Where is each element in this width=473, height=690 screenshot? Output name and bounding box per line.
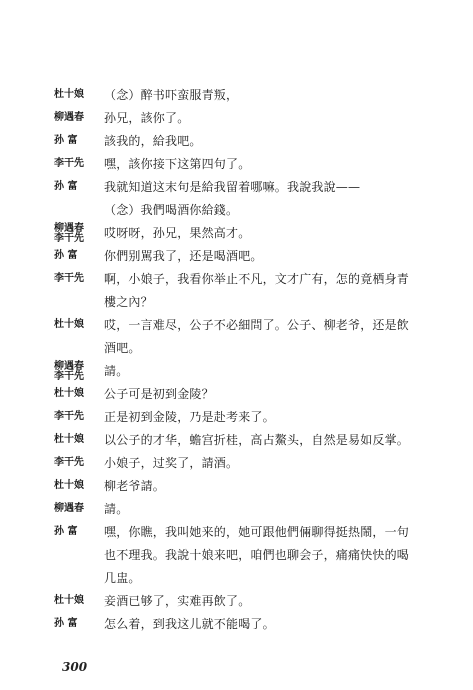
speaker-label: 孙 富 [54,181,78,192]
speaker-name [54,107,104,125]
dialogue-text: （念）我們喝酒你給錢。 [104,203,239,217]
dialogue-line [54,360,414,383]
dialogue-text: 啊，小娘子，我看你举止不凡，文才广有，怎的竟栖身青樓之內？ [104,272,410,309]
dialogue-text: 哎呀呀，孙兄，果然高才。 [104,226,251,240]
dialogue-line [54,406,414,429]
dialogue-line [54,245,414,268]
speaker-name [54,199,104,203]
speaker-name [54,130,104,148]
speaker-name [54,383,104,401]
speaker-label: 李干先 [54,158,84,169]
dialogue-line [54,84,414,107]
dialogue-line [54,268,414,314]
dialogue-line [54,383,414,406]
speaker-name [54,84,104,102]
dialogue-line [54,176,414,199]
dialogue-line [54,475,414,498]
speaker-label: 孙 富 [54,618,78,629]
dialogue-line [54,429,414,452]
speaker-name [54,521,104,539]
speaker-label: 孙 富 [54,135,78,146]
dialogue-line [54,153,414,176]
dialogue-text: 公子可是初到金陵？ [104,387,214,401]
speaker-label: 孙 富 [54,250,78,261]
speaker-name [54,245,104,263]
dialogue-line [54,199,414,222]
speaker-label: 杜十娘 [54,89,84,100]
speaker-label: 柳遇春 [54,503,84,514]
speaker-name [54,406,104,424]
speaker-label: 柳遇春 [54,223,84,234]
speaker-name [54,475,104,493]
dialogue-line [54,590,414,613]
speaker-label: 李干先 [54,273,84,284]
dialogue-text: 妾酒已够了，实难再飲了。 [104,594,251,608]
dialogue-text: （念）醉书吓蛮服青叛， [104,88,239,102]
speaker-name [54,452,104,470]
dialogue-text: 請。 [104,364,129,378]
speaker-label: 杜十娘 [54,319,84,330]
speaker-name [54,176,104,194]
dialogue-line [54,521,414,590]
dialogue-text: 嘿，你瞧，我叫她来的，她可跟他們倆聊得挺热鬧，一句也不理我。我說十娘来吧，咱們也聊会子，痛痛快快的喝几盅。 [104,525,410,585]
dialogue-text: 我就知道这末句是給我留着哪嘛。我說我說—— [104,180,361,194]
speaker-label: 李干先 [54,371,84,382]
speaker-label: 杜十娘 [54,480,84,491]
dialogue-line [54,107,414,130]
speaker-label: 李干先 [54,457,84,468]
speaker-label: 杜十娘 [54,388,84,399]
dialogue-text: 以公子的才华，蟾宫折桂，高占鰲头，自然是易如反掌。 [104,433,410,447]
speaker-label: 李干先 [54,411,84,422]
dialogue-text: 怎么着，到我这儿就不能喝了。 [104,617,275,631]
dialogue-line [54,452,414,475]
speaker-name [54,613,104,631]
dialogue-text: 孙兄，該你了。 [104,111,190,125]
speaker-name [54,498,104,516]
dialogue-line [54,314,414,360]
speaker-name [54,222,104,244]
dialogue-line [54,222,414,245]
speaker-name [54,153,104,171]
speaker-label: 孙 富 [54,526,78,537]
speaker-label: 杜十娘 [54,595,84,606]
speaker-label: 李干先 [54,233,84,244]
page-number: 300 [62,660,88,674]
dialogue-line [54,498,414,521]
dialogue-text: 正是初到金陵，乃是赴考来了。 [104,410,275,424]
dialogue-line [54,613,414,636]
dialogue-text: 請。 [104,502,129,516]
speaker-name [54,590,104,608]
speaker-label: 柳遇春 [54,112,84,123]
speaker-name [54,360,104,382]
dialogue-line [54,130,414,153]
speaker-label: 杜十娘 [54,434,84,445]
speaker-name [54,314,104,332]
speaker-label: 柳遇春 [54,361,84,372]
dialogue-text: 該我的，給我吧。 [104,134,202,148]
speaker-name [54,268,104,286]
dialogue-text: 哎，一言难尽，公子不必細問了。公子、柳老爷，还是飲酒吧。 [104,318,410,355]
dialogue-block [54,84,414,636]
dialogue-text: 嘿，該你接下这第四句了。 [104,157,251,171]
dialogue-text: 小娘子，过奖了，請酒。 [104,456,239,470]
dialogue-text: 柳老爷請。 [104,479,166,493]
speaker-name [54,429,104,447]
dialogue-text: 你們别駡我了，还是喝酒吧。 [104,249,263,263]
